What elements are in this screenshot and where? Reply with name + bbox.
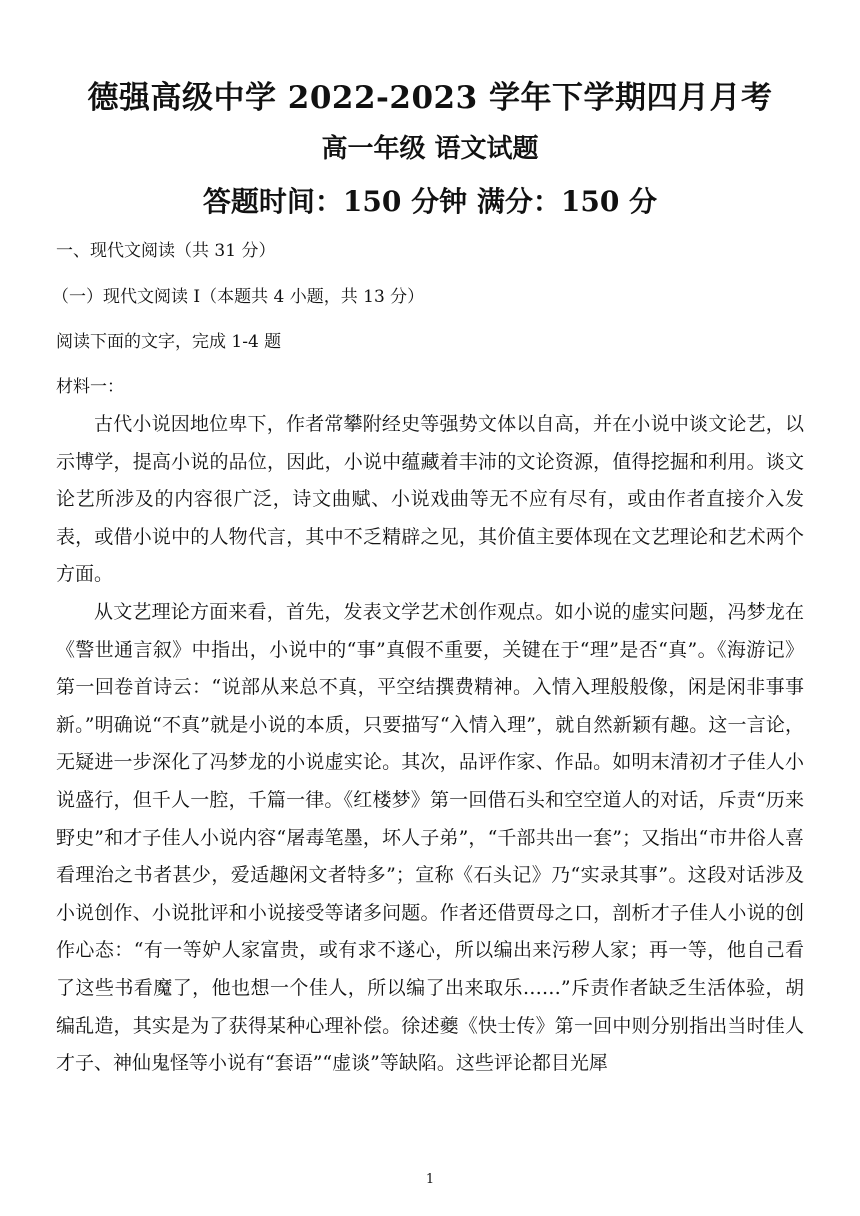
section-heading-sub-one: （一）现代文阅读 I（本题共 4 小题，共 13 分） xyxy=(52,287,425,307)
exam-time-info: 答题时间：150 分钟 满分：150 分 xyxy=(202,185,658,218)
section-heading-part-one: 一、现代文阅读（共 31 分） xyxy=(56,241,276,261)
page-number: 1 xyxy=(425,1172,435,1187)
material-label: 材料一： xyxy=(56,377,124,397)
reading-instruction: 阅读下面的文字，完成 1-4 题 xyxy=(56,332,282,352)
exam-title: 德强高级中学 2022-2023 学年下学期四月月考 xyxy=(87,80,773,116)
paragraph: 从文艺理论方面来看，首先，发表文学艺术创作观点。如小说的虚实问题，冯梦龙在《警世通言叙》中指出，小说中的“事”真假不重要，关键在于“理”是否“真”。《海游记》第一回卷首诗云：“说部从来总不真，平空结撰费精神。入情入理般般像，闲是闲非事事新。”明确说“不真”就是小说的本质，只要描写“入情入理”，就自然新颖有趣。这一言论，无疑进一步深化了冯梦龙的小说虚实论。其次，品评作家、作品。如明末清初才子佳人小说盛行，但千人一腔，千篇一律。《红楼梦》第一回借石头和空空道人的对话，斥责“历来野史”和才子佳人小说内容“屠毒笔墨，坏人子弟”，“千部共出一套”；又指出“市井俗人喜看理治之书者甚少，爱适趣闲文者特多”；宣称《石头记》乃“实录其事”。这段对话涉及小说创作、小说批评和小说接受等诸多问题。作者还借贾母之口，剖析才子佳人小说的创作心态：“有一等妒人家富贵，或有求不遂心，所以编出来污秽人家；再一等，他自己看了这些书看魔了，他也想一个佳人，所以编了出来取乐……”斥责作者缺乏生活体验，胡编乱造，其实是为了获得某种心理补偿。徐述夔《快士传》第一回中则分别指出当时佳人才子、神仙鬼怪等小说有“套语”“虚谈”等缺陷。这些评论都目光犀 xyxy=(56,600,804,1075)
material-body xyxy=(56,406,804,1083)
paragraph: 古代小说因地位卑下，作者常攀附经史等强势文体以自高，并在小说中谈文论艺，以示博学，提高小说的品位，因此，小说中蕴藏着丰沛的文论资源，值得挖掘和利用。谈文论艺所涉及的内容很广泛，诗文曲赋、小说戏曲等无不应有尽有，或由作者直接介入发表，或借小说中的人物代言，其中不乏精辟之见，其价值主要体现在文艺理论和艺术两个方面。 xyxy=(56,413,804,586)
exam-subtitle: 高一年级 语文试题 xyxy=(321,134,539,164)
